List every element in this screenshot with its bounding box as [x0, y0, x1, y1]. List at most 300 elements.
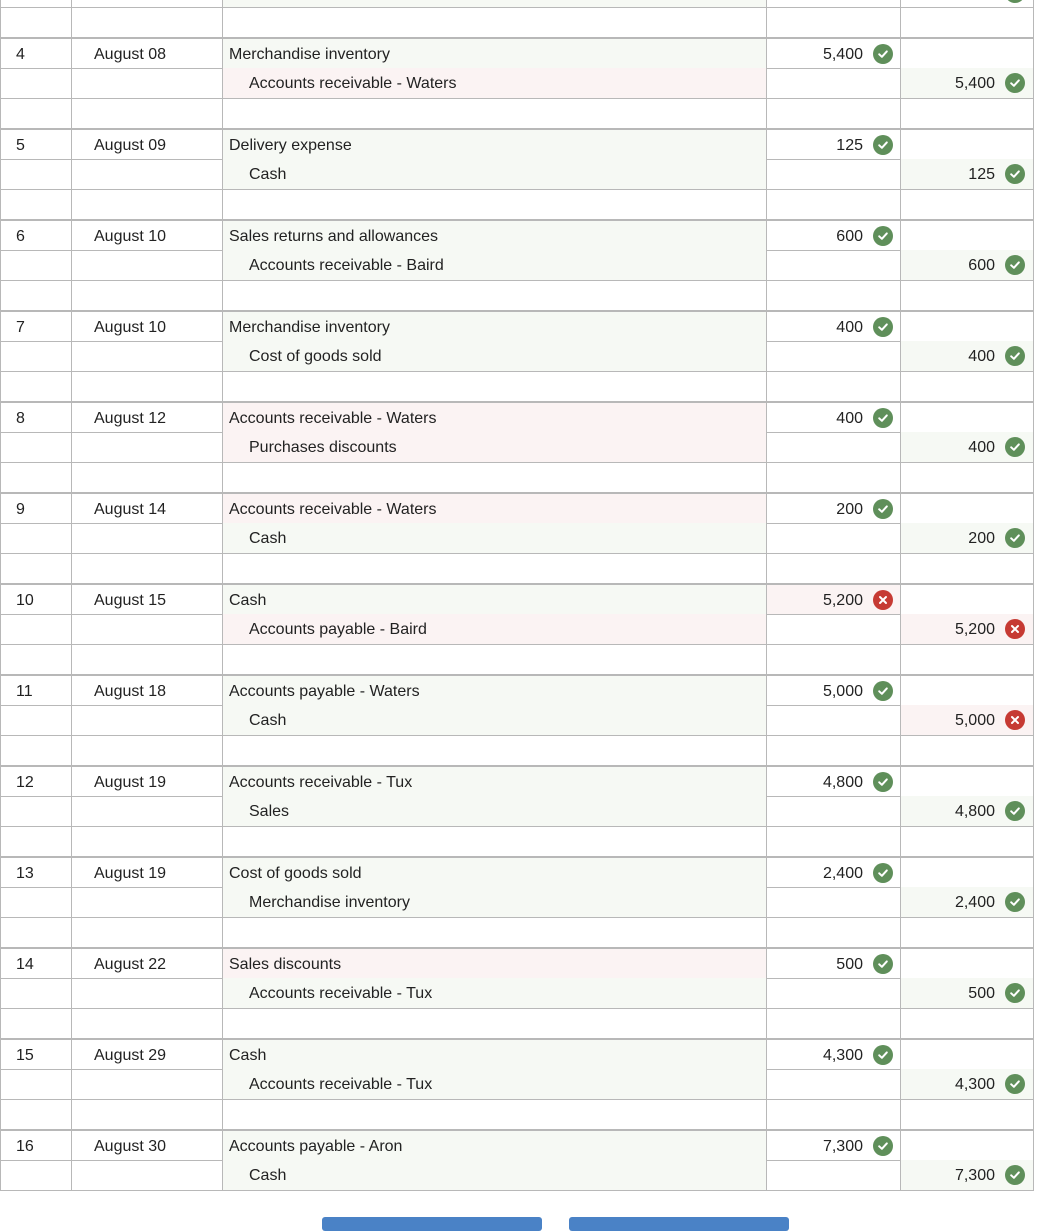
empty-cell [222, 280, 767, 311]
debit-correct-icon [873, 135, 893, 155]
debit-field[interactable] [766, 432, 901, 463]
debit-field[interactable] [766, 220, 901, 251]
spacer-row [0, 98, 1034, 129]
debit-field[interactable] [766, 614, 901, 645]
account-field[interactable] [222, 129, 767, 160]
empty-cell [766, 371, 901, 402]
debit-correct-icon [873, 772, 893, 792]
entry-number-cell [0, 1039, 72, 1070]
debit-field[interactable] [766, 887, 901, 918]
empty-cell [222, 1099, 767, 1130]
journal-row [0, 614, 1034, 645]
entry-date: August 19 [94, 865, 167, 882]
credit-correct-icon [1005, 437, 1025, 457]
account-field[interactable] [222, 523, 767, 554]
entry-date-cell [71, 584, 223, 615]
debit-field[interactable] [766, 493, 901, 524]
account-field[interactable] [222, 68, 767, 99]
credit-amount: 5,400 [954, 75, 995, 92]
entry-date: August 15 [94, 592, 167, 609]
entry-date: August 08 [94, 46, 167, 63]
debit-field[interactable] [766, 68, 901, 99]
account-field[interactable] [222, 1160, 767, 1191]
empty-cell [900, 189, 1034, 220]
entry-date-cell [71, 402, 223, 433]
entry-date: August 10 [94, 228, 167, 245]
debit-amount: 600 [836, 228, 863, 245]
debit-field[interactable] [766, 766, 901, 797]
debit-correct-icon [873, 863, 893, 883]
entry-number: 11 [16, 683, 33, 700]
debit-field[interactable] [766, 250, 901, 281]
credit-correct-icon [1005, 255, 1025, 275]
empty-cell [0, 917, 72, 948]
entry-date: August 10 [94, 319, 167, 336]
empty-cell [900, 7, 1034, 38]
entry-date: August 29 [94, 1047, 167, 1064]
debit-correct-icon [873, 681, 893, 701]
empty-cell [71, 735, 223, 766]
empty-cell [766, 1099, 901, 1130]
account-field[interactable] [222, 675, 767, 706]
credit-field[interactable] [900, 341, 1034, 372]
entry-number-cell [0, 523, 72, 554]
credit-field[interactable] [900, 1039, 1034, 1070]
empty-cell [222, 462, 767, 493]
entry-number-cell [0, 614, 72, 645]
credit-field[interactable] [900, 402, 1034, 433]
credit-field[interactable] [900, 675, 1034, 706]
entry-date: August 19 [94, 774, 167, 791]
entry-date-cell [71, 978, 223, 1009]
credit-field[interactable] [900, 129, 1034, 160]
account-field[interactable] [222, 1130, 767, 1161]
empty-cell [71, 644, 223, 675]
journal-row [0, 311, 1034, 342]
credit-amount: 4,800 [954, 803, 995, 820]
entry-date-cell [71, 887, 223, 918]
credit-correct-icon [1005, 0, 1025, 3]
credit-field[interactable] [900, 978, 1034, 1009]
credit-amount: 500 [968, 985, 995, 1002]
debit-amount: 400 [836, 410, 863, 427]
account-field[interactable] [222, 705, 767, 736]
empty-cell [0, 826, 72, 857]
entry-number: 5 [16, 137, 25, 154]
entry-number-cell [0, 129, 72, 160]
credit-field[interactable] [900, 38, 1034, 69]
account-field[interactable] [222, 402, 767, 433]
entry-number-cell [0, 857, 72, 888]
account-field[interactable] [222, 432, 767, 463]
account-field[interactable] [222, 766, 767, 797]
empty-cell [900, 462, 1034, 493]
account-field[interactable] [222, 493, 767, 524]
credit-amount: 400 [968, 439, 995, 456]
debit-field[interactable] [766, 978, 901, 1009]
entry-number-cell [0, 220, 72, 251]
entry-date-cell [71, 311, 223, 342]
debit-amount: 2,400 [822, 865, 863, 882]
debit-field[interactable] [766, 129, 901, 160]
debit-amount: 400 [836, 319, 863, 336]
journal-row [0, 38, 1034, 69]
spacer-row [0, 462, 1034, 493]
credit-field[interactable] [900, 159, 1034, 190]
credit-correct-icon [1005, 1165, 1025, 1185]
account-name: Cash [249, 712, 287, 729]
credit-field[interactable] [900, 1069, 1034, 1100]
spacer-row [0, 735, 1034, 766]
entry-number: 13 [16, 865, 34, 882]
credit-amount: 125 [968, 166, 995, 183]
empty-cell [900, 1008, 1034, 1039]
journal-row [0, 948, 1034, 979]
credit-field[interactable] [900, 584, 1034, 615]
journal-row [0, 68, 1034, 99]
credit-amount: 200 [968, 530, 995, 547]
entry-date-cell [71, 1039, 223, 1070]
journal-row [0, 1039, 1034, 1070]
entry-date-cell [71, 432, 223, 463]
entry-number-cell [0, 311, 72, 342]
entry-date-cell [71, 159, 223, 190]
empty-cell [222, 1008, 767, 1039]
entry-date-cell [71, 857, 223, 888]
entry-date-cell [71, 1130, 223, 1161]
credit-amount: 5,200 [954, 621, 995, 638]
empty-cell [900, 98, 1034, 129]
debit-field[interactable] [766, 38, 901, 69]
entry-date-cell [71, 766, 223, 797]
account-name: Accounts receivable - Tux [249, 985, 433, 1002]
debit-correct-icon [873, 1136, 893, 1156]
entry-date: August 14 [94, 501, 167, 518]
empty-cell [766, 1008, 901, 1039]
debit-amount: 7,300 [822, 1138, 863, 1155]
debit-correct-icon [873, 226, 893, 246]
account-name: Cash [229, 592, 267, 609]
empty-cell [766, 735, 901, 766]
account-field[interactable] [222, 614, 767, 645]
credit-field[interactable] [900, 857, 1034, 888]
credit-field[interactable] [900, 948, 1034, 979]
journal-row [0, 159, 1034, 190]
empty-cell [71, 1008, 223, 1039]
debit-field[interactable] [766, 705, 901, 736]
empty-cell [222, 553, 767, 584]
empty-cell [71, 553, 223, 584]
account-name: Accounts receivable - Waters [249, 75, 457, 92]
empty-cell [900, 826, 1034, 857]
account-field[interactable] [222, 857, 767, 888]
account-name: Accounts receivable - Tux [229, 774, 413, 791]
empty-cell [0, 98, 72, 129]
debit-amount: 125 [836, 137, 863, 154]
entry-number: 4 [16, 46, 25, 63]
debit-field[interactable] [766, 1039, 901, 1070]
entry-date-cell [71, 705, 223, 736]
empty-cell [71, 1099, 223, 1130]
entry-date-cell [71, 523, 223, 554]
debit-field[interactable] [766, 341, 901, 372]
credit-field[interactable] [900, 1160, 1034, 1191]
empty-cell [222, 98, 767, 129]
debit-field[interactable] [766, 159, 901, 190]
account-name: Accounts payable - Baird [249, 621, 427, 638]
spacer-row [0, 553, 1034, 584]
debit-correct-icon [873, 1045, 893, 1065]
debit-field[interactable] [766, 1069, 901, 1100]
entry-date: August 18 [94, 683, 167, 700]
debit-field[interactable] [766, 675, 901, 706]
account-name: Merchandise inventory [229, 46, 390, 63]
empty-cell [900, 644, 1034, 675]
credit-field[interactable] [900, 220, 1034, 251]
entry-number-cell [0, 1130, 72, 1161]
credit-field[interactable] [900, 1130, 1034, 1161]
empty-cell [766, 462, 901, 493]
account-field[interactable] [222, 796, 767, 827]
entry-number-cell [0, 887, 72, 918]
entry-number: 8 [16, 410, 25, 427]
account-name: Cash [229, 1047, 267, 1064]
debit-correct-icon [873, 954, 893, 974]
account-name: Accounts receivable - Baird [249, 257, 444, 274]
empty-cell [766, 917, 901, 948]
empty-cell [900, 1099, 1034, 1130]
credit-field[interactable] [900, 432, 1034, 463]
entry-date-cell [71, 220, 223, 251]
entry-number-cell [0, 341, 72, 372]
credit-incorrect-icon [1005, 619, 1025, 639]
journal-row [0, 584, 1034, 615]
journal-row [0, 129, 1034, 160]
entry-number-cell [0, 584, 72, 615]
empty-cell [0, 7, 72, 38]
debit-amount: 4,800 [822, 774, 863, 791]
account-name: Accounts receivable - Waters [229, 501, 437, 518]
debit-field[interactable] [766, 584, 901, 615]
entry-number: 16 [16, 1138, 34, 1155]
entry-date-cell [71, 38, 223, 69]
credit-field[interactable] [900, 311, 1034, 342]
empty-cell [71, 98, 223, 129]
account-name: Sales discounts [229, 956, 342, 973]
spacer-row [0, 917, 1034, 948]
empty-cell [900, 735, 1034, 766]
entry-number-cell [0, 675, 72, 706]
prev-button[interactable] [322, 1217, 542, 1231]
credit-field[interactable] [900, 493, 1034, 524]
entry-number-cell [0, 1160, 72, 1191]
account-field[interactable] [222, 38, 767, 69]
entry-number: 15 [16, 1047, 34, 1064]
account-field[interactable] [222, 341, 767, 372]
account-field[interactable] [222, 948, 767, 979]
account-name: Sales [249, 803, 290, 820]
entry-date-cell [71, 250, 223, 281]
empty-cell [0, 371, 72, 402]
empty-cell [222, 826, 767, 857]
journal-row [0, 887, 1034, 918]
debit-field[interactable] [766, 311, 901, 342]
account-field[interactable] [222, 220, 767, 251]
debit-incorrect-icon [873, 590, 893, 610]
entry-number-cell [0, 796, 72, 827]
entry-date-cell [71, 948, 223, 979]
empty-cell [0, 644, 72, 675]
entry-date: August 09 [94, 137, 167, 154]
journal-row [0, 402, 1034, 433]
debit-correct-icon [873, 44, 893, 64]
entry-date-cell [71, 129, 223, 160]
entry-date: August 30 [94, 1138, 167, 1155]
credit-correct-icon [1005, 983, 1025, 1003]
entry-number: 12 [16, 774, 34, 791]
empty-cell [766, 280, 901, 311]
entry-date-cell [71, 614, 223, 645]
empty-cell [0, 1008, 72, 1039]
debit-field[interactable] [766, 948, 901, 979]
account-name: Merchandise inventory [249, 894, 410, 911]
account-name: Merchandise inventory [229, 319, 390, 336]
account-field[interactable] [222, 159, 767, 190]
account-name: Cash [249, 530, 287, 547]
entry-number-cell [0, 159, 72, 190]
credit-correct-icon [1005, 892, 1025, 912]
entry-number-cell [0, 68, 72, 99]
empty-cell [71, 371, 223, 402]
empty-cell [0, 1099, 72, 1130]
empty-cell [0, 553, 72, 584]
journal-row [0, 1069, 1034, 1100]
entry-number-cell [0, 948, 72, 979]
account-name: Cash [249, 166, 287, 183]
debit-amount: 4,300 [822, 1047, 863, 1064]
credit-incorrect-icon [1005, 710, 1025, 730]
credit-field[interactable] [900, 68, 1034, 99]
account-name: Accounts payable - Waters [229, 683, 420, 700]
empty-cell [900, 280, 1034, 311]
debit-field[interactable] [766, 402, 901, 433]
entry-number-cell [0, 1069, 72, 1100]
debit-amount: 200 [836, 501, 863, 518]
empty-cell [766, 644, 901, 675]
entry-date-cell [71, 675, 223, 706]
credit-amount: 400 [968, 348, 995, 365]
journal-row [0, 220, 1034, 251]
spacer-row [0, 1008, 1034, 1039]
account-name: Delivery expense [229, 137, 352, 154]
credit-field[interactable] [900, 887, 1034, 918]
credit-field[interactable] [900, 705, 1034, 736]
entry-date-cell [71, 68, 223, 99]
account-field[interactable] [222, 978, 767, 1009]
journal-row [0, 705, 1034, 736]
spacer-row [0, 189, 1034, 220]
account-name: Accounts payable - Aron [229, 1138, 403, 1155]
debit-field[interactable] [766, 857, 901, 888]
debit-amount: 5,200 [822, 592, 863, 609]
credit-field[interactable] [900, 250, 1034, 281]
account-name: Cash [249, 1167, 287, 1184]
empty-cell [71, 462, 223, 493]
debit-field[interactable] [766, 1130, 901, 1161]
empty-cell [71, 189, 223, 220]
entry-date-cell [71, 1069, 223, 1100]
account-name: Accounts receivable - Tux [249, 1076, 433, 1093]
debit-field[interactable] [766, 523, 901, 554]
empty-cell [766, 98, 901, 129]
credit-amount: 600 [968, 257, 995, 274]
entry-number: 7 [16, 319, 25, 336]
entry-number: 10 [16, 592, 34, 609]
account-field[interactable] [222, 311, 767, 342]
account-name: Cost of goods sold [229, 865, 362, 882]
entry-number-cell [0, 38, 72, 69]
empty-cell [900, 553, 1034, 584]
empty-cell [222, 7, 767, 38]
entry-number-cell [0, 432, 72, 463]
account-field[interactable] [222, 887, 767, 918]
entry-date-cell [71, 493, 223, 524]
journal-row [0, 250, 1034, 281]
account-field[interactable] [222, 584, 767, 615]
next-button[interactable] [569, 1217, 789, 1231]
account-field[interactable] [222, 1039, 767, 1070]
journal-row [0, 796, 1034, 827]
credit-field[interactable] [900, 523, 1034, 554]
empty-cell [222, 371, 767, 402]
debit-amount: 5,400 [822, 46, 863, 63]
empty-cell [71, 826, 223, 857]
entry-number: 9 [16, 501, 25, 518]
credit-amount: 4,300 [954, 1076, 995, 1093]
account-name: Accounts receivable - Waters [229, 410, 437, 427]
empty-cell [900, 917, 1034, 948]
debit-correct-icon [873, 499, 893, 519]
account-field[interactable] [222, 1069, 767, 1100]
empty-cell [71, 7, 223, 38]
journal-row [0, 675, 1034, 706]
empty-cell [71, 917, 223, 948]
journal-row [0, 1130, 1034, 1161]
debit-field[interactable] [766, 1160, 901, 1191]
credit-correct-icon [1005, 528, 1025, 548]
entry-number-cell [0, 402, 72, 433]
credit-field[interactable] [900, 796, 1034, 827]
entry-number-cell [0, 978, 72, 1009]
credit-field[interactable] [900, 766, 1034, 797]
entry-number-cell [0, 493, 72, 524]
journal-row [0, 857, 1034, 888]
empty-cell [222, 917, 767, 948]
credit-amount: 5,000 [954, 712, 995, 729]
empty-cell [900, 371, 1034, 402]
empty-cell [766, 7, 901, 38]
credit-field[interactable] [900, 614, 1034, 645]
account-field[interactable] [222, 250, 767, 281]
empty-cell [0, 189, 72, 220]
journal-row [0, 523, 1034, 554]
credit-correct-icon [1005, 346, 1025, 366]
credit-correct-icon [1005, 1074, 1025, 1094]
empty-cell [222, 735, 767, 766]
debit-field[interactable] [766, 796, 901, 827]
credit-correct-icon [1005, 164, 1025, 184]
empty-cell [766, 826, 901, 857]
